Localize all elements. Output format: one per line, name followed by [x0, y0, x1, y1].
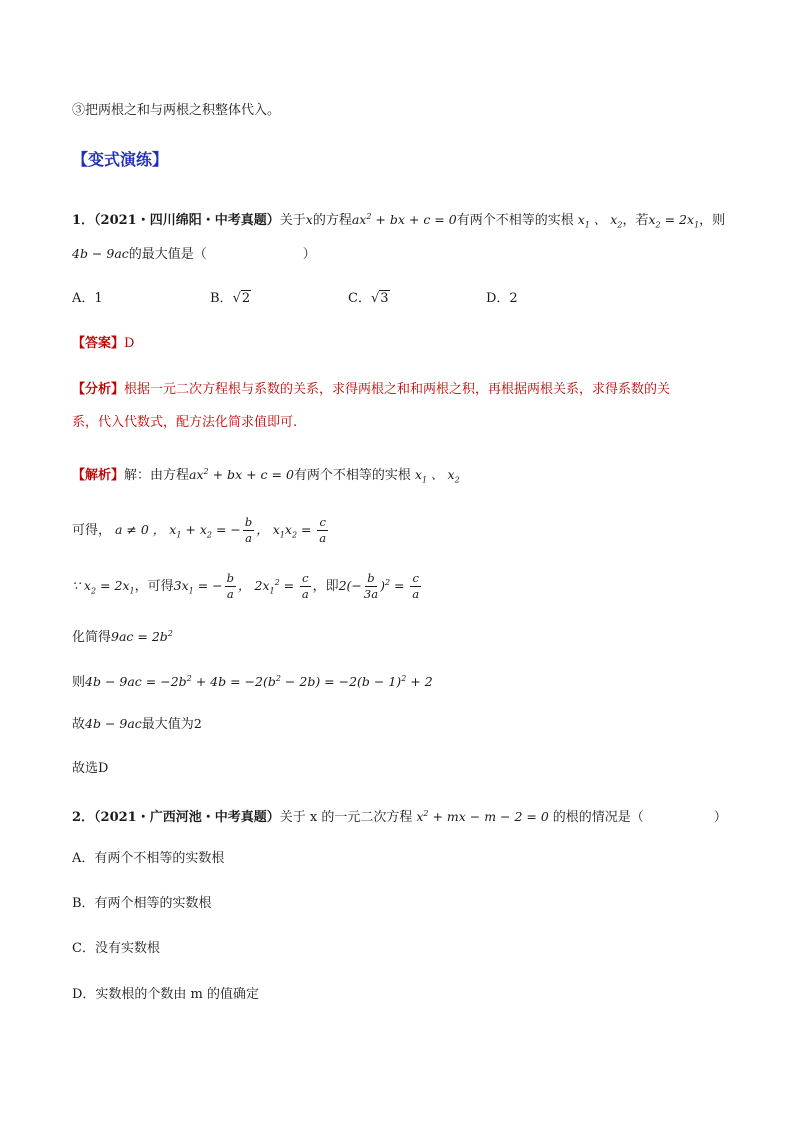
math-roots: $x_1$ 、 $x_2$: [573, 212, 623, 230]
q1-solution-line5: [72, 669, 433, 693]
solution-text: ，即: [312, 579, 339, 595]
answer-value: D: [124, 336, 135, 351]
q1-solution-line2: [72, 517, 330, 546]
q1-text: ）: [302, 247, 316, 262]
q1-option-a: A．1: [72, 291, 103, 306]
q1-source: （2021・四川绵阳・中考真题）: [94, 213, 280, 229]
q1-solution-line4: [72, 624, 173, 648]
q2-text: 关于 x 的一元二次方程: [279, 810, 413, 826]
math-relation: $x_2 = 2x_1$: [648, 212, 700, 230]
math-equation: $ax^2$ + bx + c = 0: [189, 467, 294, 483]
math-equation: $x^2$ + mx − m − 2 = 0: [412, 809, 553, 825]
q2-stem: [72, 804, 727, 828]
option-label: B．: [210, 291, 233, 306]
q1-answer: [72, 334, 134, 354]
q1-number: 1．: [72, 213, 95, 229]
q1-option-b: [210, 289, 251, 309]
q2-source: （2021・广西河池・中考真题）: [94, 810, 280, 826]
math-simplified: $9ac = 2b^2$: [111, 629, 173, 645]
q1-analysis-line1: [72, 380, 670, 400]
analysis-text: 根据一元二次方程根与系数的关系，求得两根之和和两根之积，再根据两根关系，求得系数的关: [124, 382, 671, 397]
math-roots: $x_1$ 、 $x_2$: [410, 467, 460, 485]
q1-solution-line1: [72, 462, 460, 491]
q1-solution-line7: 故选D: [72, 761, 109, 776]
math-expression: 4b − 9ac: [85, 716, 142, 731]
math-step: 2(− $\frac{b}{3a}$ )$^2$ = $\frac{c}{a}$: [338, 571, 420, 601]
q1-text: 关于: [279, 213, 306, 229]
math-sqrt3: √3: [370, 291, 389, 306]
solution-text: 化简得: [72, 630, 112, 646]
intro-text: ③把两根之和与两根之积整体代入。: [72, 103, 281, 118]
solution-tag: 【解析】: [72, 468, 125, 484]
analysis-tag: 【分析】: [72, 382, 125, 397]
q2-number: 2．: [72, 810, 95, 826]
q1-solution-line6: [72, 714, 202, 735]
q2-option-d: D．实数根的个数由 m 的值确定: [72, 987, 260, 1002]
solution-text: 故: [72, 717, 86, 732]
math-step: $3x_1$ = − $\frac{b}{a}$ ， $2x_1^2$ = $\frac{c}{a}$: [173, 571, 309, 601]
q2-text: 的根的情况是（: [552, 810, 644, 826]
solution-text: ，可得: [134, 579, 174, 595]
q1-text: 的最大值是（: [128, 247, 207, 262]
q2-option-a: A．有两个不相等的实数根: [72, 851, 225, 866]
math-vieta: a ≠ 0 ， $x_1 + x_2$ = − $\frac{b}{a}$ ， $x_1x_2$ = $\frac{c}{a}$: [111, 515, 327, 545]
q1-analysis-line2: 系，代入代数式，配方法化简求值即可.: [72, 415, 298, 430]
math-expression: 4b − 9ac: [72, 246, 129, 261]
q1-text: ，则: [699, 213, 726, 229]
q2-text: ）: [713, 810, 727, 826]
q2-option-c: C．没有实数根: [72, 941, 160, 956]
math-sqrt2: √2: [232, 291, 251, 306]
math-equation: $ax^2$ + bx + c = 0: [351, 212, 457, 228]
q1-stem-line2: [72, 244, 316, 265]
solution-text: 可得，: [72, 523, 112, 538]
math-x: x: [305, 212, 313, 228]
option-label: C．: [348, 291, 371, 306]
solution-text: 则: [72, 675, 86, 691]
q1-text: ，若: [622, 213, 649, 229]
q2-option-b: B．有两个相等的实数根: [72, 896, 212, 911]
math-completing-square: $4b - 9ac = -2b^2 + 4b = -2(b^2 - 2b) = -2(b - 1)^2 + 2$: [85, 674, 433, 690]
q1-solution-line3: [72, 573, 423, 602]
q1-text: 的方程: [312, 213, 352, 229]
solution-text: 有两个不相等的实根: [293, 468, 411, 484]
answer-tag: 【答案】: [72, 336, 125, 351]
math-since: ∵ $x_2 = 2x_1$: [72, 578, 135, 596]
q1-text: 有两个不相等的实根: [456, 213, 574, 229]
solution-text: 最大值为: [141, 717, 194, 732]
q1-option-c: [348, 289, 390, 309]
solution-text: 解：由方程: [124, 468, 190, 484]
q1-stem-line1: [72, 207, 725, 236]
section-title: 【变式演练】: [72, 150, 169, 169]
math-value: 2: [193, 716, 202, 731]
q1-option-d: D．2: [486, 291, 518, 306]
